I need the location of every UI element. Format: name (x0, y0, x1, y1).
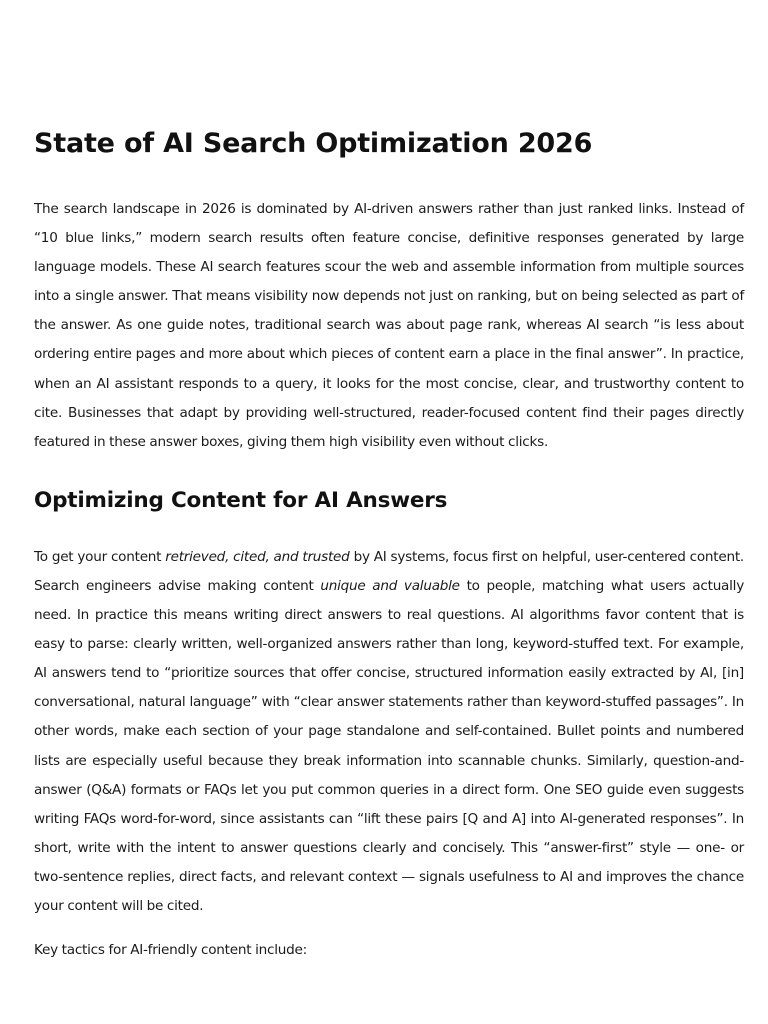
section-paragraph (34, 543, 744, 921)
emphasis-retrieved-cited-trusted: retrieved, cited, and trusted (165, 548, 350, 565)
section-paragraph-text-2: by AI systems, focus first on helpful, user-centered content. Search engineers advise making content (34, 548, 745, 594)
section-paragraph-text-1: To get your content (34, 548, 166, 565)
article-body (34, 126, 744, 965)
page-title: State of AI Search Optimization 2026 (34, 128, 593, 159)
section-paragraph-text-3: to people, matching what users actually need. In practice this means writing direct answers to real questions. AI algorithms favor content that is easy to parse: clearly written, well-organized answers rather than long, keyword-stuffed text. For example, AI answers tend to “prioritize sources that offer concise, structured information easily extracted by AI, [in] conversational, natural language” with “clear answer statements rather than keyword-stuffed passages”. In other words, make each section of your page standalone and self-contained. Bullet points and numbered lists are especially useful because they break information into scannable chunks. Similarly, question-and-answer (Q&A) formats or FAQs let you put common queries in a direct form. One SEO guide even suggests writing FAQs word-for-word, since assistants can “lift these pairs [Q and A] into AI-generated responses”. In short, write with the intent to answer questions clearly and concisely. This “answer-first” style — one- or two-sentence replies, direct facts, and relevant context — signals usefulness to AI and improves the chance your content will be cited. (34, 577, 744, 914)
intro-paragraph: The search landscape in 2026 is dominated by AI-driven answers rather than just ranked links. Instead of “10 blue links,” modern search results often feature concise, definitive responses generated by large language models. These AI search features scour the web and assemble information from multiple sources into a single answer. That means visibility now depends not just on ranking, but on being selected as part of the answer. As one guide notes, traditional search was about page rank, whereas AI search “is less about ordering entire pages and more about which pieces of content earn a place in the final answer”. In practice, when an AI assistant responds to a query, it looks for the most concise, clear, and trustworthy content to cite. Businesses that adapt by providing well-structured, reader-focused content find their pages directly featured in these answer boxes, giving them high visibility even without clicks. (34, 201, 744, 450)
section-heading: Optimizing Content for AI Answers (34, 487, 448, 513)
tactics-intro: Key tactics for AI-friendly content include: (34, 942, 307, 959)
emphasis-unique-valuable: unique and valuable (320, 577, 460, 594)
